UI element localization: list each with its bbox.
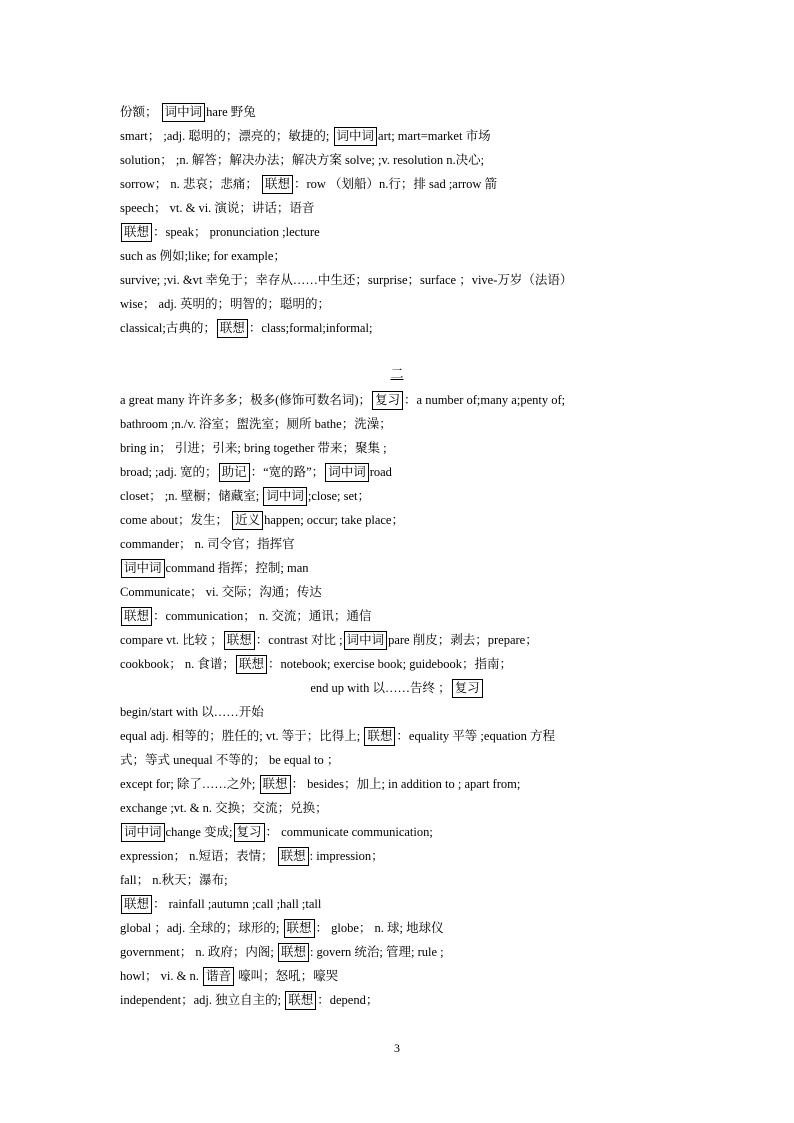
- line-text: broad; ;adj. 宽的；: [120, 465, 218, 479]
- line-text: hare 野兔: [206, 105, 256, 119]
- boxed-tag: 词中词: [344, 631, 388, 650]
- line-text: ：row （划船）n.行；排 sad ;arrow 箭: [293, 177, 498, 191]
- vocab-line: [120, 461, 690, 483]
- boxed-tag: 联想: [121, 223, 152, 242]
- boxed-tag: 近义: [232, 511, 263, 530]
- vocab-line: [120, 197, 690, 219]
- boxed-tag: 谐音: [203, 967, 234, 986]
- boxed-tag: 复习: [372, 391, 403, 410]
- vocab-line: [120, 269, 690, 291]
- line-text: road: [369, 465, 392, 479]
- vocab-line: [120, 173, 690, 195]
- line-text: bring in； 引进；引来; bring together 带来；聚集 ;: [120, 441, 387, 455]
- vocab-line: [120, 389, 690, 411]
- boxed-tag: 词中词: [263, 487, 307, 506]
- boxed-tag: 词中词: [325, 463, 369, 482]
- line-text: art; mart=market 市场: [378, 129, 491, 143]
- line-text: 嚎叫；怒吼；嚎哭: [234, 969, 339, 983]
- vocab-line: [120, 413, 690, 435]
- vocab-line: [120, 125, 690, 147]
- line-text: fall； n.秋天；瀑布;: [120, 873, 228, 887]
- vocab-line: [120, 245, 690, 267]
- line-text: except for; 除了……之外;: [120, 777, 259, 791]
- vocab-line: [120, 293, 690, 315]
- vocab-line: [120, 701, 690, 723]
- line-text: a great many 许许多多；极多(修饰可数名词)；: [120, 393, 372, 407]
- line-text: ： communicate communication;: [265, 825, 433, 839]
- vocab-line: [120, 557, 690, 579]
- line-text: ：a number of;many a;penty of;: [404, 393, 566, 407]
- boxed-tag: 复习: [452, 679, 483, 698]
- line-text: such as 例如;like; for example；: [120, 249, 286, 263]
- line-text: pare 削皮；剥去；prepare；: [388, 633, 538, 647]
- vocab-line: [120, 773, 690, 795]
- line-text: ：contrast 对比 ;: [255, 633, 343, 647]
- vocab-line: [0, 677, 794, 699]
- line-text: 份额；: [120, 105, 161, 119]
- vocab-line: [120, 605, 690, 627]
- vocab-line: [120, 989, 690, 1011]
- line-text: ：speak； pronunciation ;lecture: [153, 225, 320, 239]
- boxed-tag: 联想: [285, 991, 316, 1010]
- vocab-line: [120, 437, 690, 459]
- vocab-line: [120, 533, 690, 555]
- line-text: ：equality 平等 ;equation 方程: [396, 729, 556, 743]
- boxed-tag: 联想: [121, 607, 152, 626]
- line-text: end up with 以……告终 ；: [310, 681, 451, 695]
- vocab-line: [120, 965, 690, 987]
- line-text: sorrow； n. 悲哀；悲痛；: [120, 177, 261, 191]
- line-text: government； n. 政府；内阁;: [120, 945, 277, 959]
- line-text: ：notebook; exercise book; guidebook；指南；: [267, 657, 513, 671]
- boxed-tag: 联想: [260, 775, 291, 794]
- boxed-tag: 词中词: [121, 559, 165, 578]
- line-text: global ；adj. 全球的；球形的;: [120, 921, 283, 935]
- vocab-line: [120, 797, 690, 819]
- line-text: exchange ;vt. & n. 交换；交流；兑换；: [120, 801, 328, 815]
- line-text: command 指挥；控制; man: [165, 561, 309, 575]
- line-text: begin/start with 以……开始: [120, 705, 264, 719]
- vocab-line: [120, 485, 690, 507]
- line-text: ： besides；加上; in addition to ; apart from;: [291, 777, 521, 791]
- section-2-title: 二: [390, 366, 404, 381]
- boxed-tag: 联想: [278, 943, 309, 962]
- line-text: commander； n. 司令官；指挥官: [120, 537, 295, 551]
- boxed-tag: 复习: [234, 823, 265, 842]
- vocab-line: [120, 581, 690, 603]
- line-text: bathroom ;n./v. 浴室；盥洗室；厕所 bathe；洗澡；: [120, 417, 392, 431]
- boxed-tag: 联想: [217, 319, 248, 338]
- line-text: : govern 统治; 管理; rule ;: [309, 945, 444, 959]
- vocab-line: [120, 941, 690, 963]
- boxed-tag: 助记: [219, 463, 250, 482]
- line-text: 式；等式 unequal 不等的； be equal to ；: [120, 753, 340, 767]
- line-text: survive; ;vi. &vt 幸免于；幸存从……中生还；surprise；surface ；vive-万岁（法语）: [120, 273, 573, 287]
- line-text: speech； vt. & vi. 演说；讲话；语音: [120, 201, 315, 215]
- line-text: ：communication； n. 交流；通讯；通信: [153, 609, 372, 623]
- section-heading: [0, 364, 794, 384]
- vocab-line: [120, 629, 690, 651]
- boxed-tag: 词中词: [334, 127, 378, 146]
- line-text: solution； ;n. 解答；解决办法；解决方案 solve; ;v. resolution n.决心;: [120, 153, 485, 167]
- vocab-line: [120, 893, 690, 915]
- line-text: equal adj. 相等的；胜任的; vt. 等于；比得上;: [120, 729, 364, 743]
- line-text: ;close; set；: [307, 489, 371, 503]
- vocab-line: [120, 509, 690, 531]
- line-text: ：class;formal;informal;: [248, 321, 373, 335]
- line-text: come about；发生；: [120, 513, 232, 527]
- line-text: ： globe； n. 球; 地球仪: [315, 921, 444, 935]
- boxed-tag: 词中词: [121, 823, 165, 842]
- line-text: independent；adj. 独立自主的;: [120, 993, 285, 1007]
- line-text: cookbook； n. 食谱；: [120, 657, 235, 671]
- line-text: Communicate； vi. 交际；沟通；传达: [120, 585, 322, 599]
- boxed-tag: 联想: [364, 727, 395, 746]
- vocab-line: [120, 917, 690, 939]
- line-text: happen; occur; take place；: [264, 513, 404, 527]
- boxed-tag: 词中词: [162, 103, 206, 122]
- boxed-tag: 联想: [121, 895, 152, 914]
- vocab-line: [120, 101, 690, 123]
- line-text: expression； n.短语；表情；: [120, 849, 277, 863]
- vocab-line: [120, 845, 690, 867]
- boxed-tag: 联想: [236, 655, 267, 674]
- boxed-tag: 联想: [224, 631, 255, 650]
- line-text: smart； ;adj. 聪明的；漂亮的；敏捷的;: [120, 129, 333, 143]
- line-text: ： rainfall ;autumn ;call ;hall ;tall: [153, 897, 322, 911]
- vocab-line: [120, 149, 690, 171]
- vocab-line: [120, 749, 690, 771]
- line-text: ：depend；: [317, 993, 379, 1007]
- line-text: : impression；: [309, 849, 384, 863]
- vocab-line: [120, 653, 690, 675]
- vocab-line: [120, 869, 690, 891]
- line-text: classical;古典的；: [120, 321, 216, 335]
- vocab-line: [120, 221, 690, 243]
- page-number: 3: [394, 1041, 400, 1055]
- line-text: wise； adj. 英明的；明智的；聪明的；: [120, 297, 331, 311]
- boxed-tag: 联想: [284, 919, 315, 938]
- line-text: closet； ;n. 壁橱；储藏室;: [120, 489, 263, 503]
- boxed-tag: 联想: [262, 175, 293, 194]
- line-text: change 变成;: [165, 825, 233, 839]
- vocab-line: [120, 317, 690, 339]
- boxed-tag: 联想: [278, 847, 309, 866]
- line-text: ：“宽的路”；: [250, 465, 325, 479]
- vocab-line: [120, 821, 690, 843]
- line-text: compare vt. 比较 ；: [120, 633, 223, 647]
- line-text: howl； vi. & n.: [120, 969, 202, 983]
- vocab-line: [120, 725, 690, 747]
